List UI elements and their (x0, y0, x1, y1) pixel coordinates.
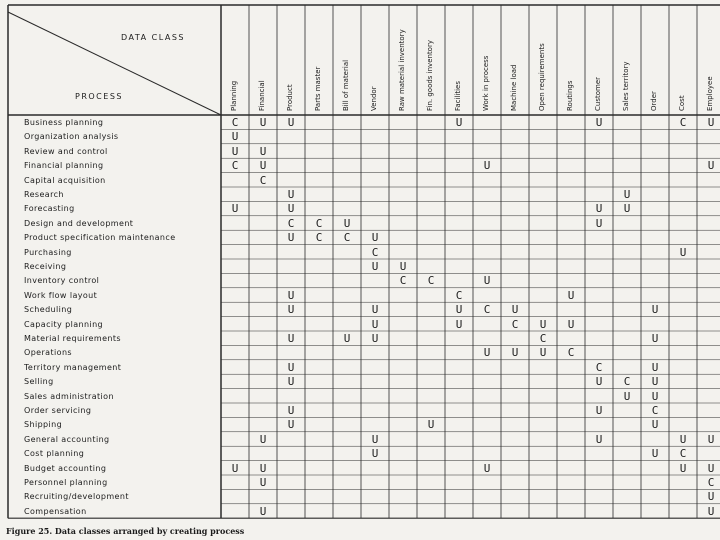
cell-mark: U (707, 490, 715, 504)
cell-mark: C (483, 303, 491, 317)
process-row-label: Personnel planning (24, 478, 108, 487)
cell-mark: U (399, 260, 407, 273)
cell-mark: C (231, 159, 239, 173)
process-row-label: Compensation (24, 506, 87, 516)
cell-mark: U (707, 504, 715, 518)
column-header: Cost (678, 95, 686, 111)
process-row-label: Product specification maintenance (24, 233, 176, 243)
process-row-label: Organization analysis (24, 132, 119, 142)
process-row-label: Shipping (24, 420, 63, 430)
cell-mark: C (679, 447, 687, 461)
column-header: Routings (566, 80, 574, 111)
cell-mark: C (287, 216, 295, 230)
cell-mark: C (427, 274, 435, 288)
process-row-label: Work flow layout (24, 290, 98, 300)
cell-mark: U (679, 432, 687, 446)
process-row-label: Capacity planning (24, 319, 104, 329)
column-header: Parts master (314, 66, 322, 111)
column-header: Customer (594, 76, 602, 111)
cell-mark: C (511, 317, 519, 331)
process-row-label: Recruiting/development (24, 492, 129, 502)
cell-mark: U (623, 202, 631, 216)
cell-mark: U (371, 447, 379, 461)
process-row-label: General accounting (24, 434, 110, 444)
cell-mark: U (287, 116, 295, 129)
column-header: Vendor (370, 86, 378, 111)
process-row-label: Financial planning (24, 161, 104, 171)
cell-mark: U (371, 317, 379, 331)
cell-mark: U (231, 461, 239, 475)
cell-mark: U (539, 346, 547, 360)
cell-mark: U (651, 360, 659, 374)
cell-mark: C (315, 216, 323, 230)
column-header: Work in process (482, 55, 490, 111)
cell-mark: U (651, 332, 659, 345)
cell-mark: U (483, 346, 491, 360)
cell-mark: C (679, 116, 687, 129)
cell-mark: U (567, 317, 575, 331)
process-row-label: Design and development (24, 218, 134, 228)
cell-mark: U (231, 202, 239, 216)
column-header: Open requirements (538, 43, 546, 111)
figure-caption: Figure 25. Data classes arranged by creating process (6, 526, 245, 536)
cell-mark: U (679, 245, 687, 259)
cell-mark: U (287, 288, 295, 302)
cell-mark: C (455, 288, 463, 302)
cell-mark: U (231, 144, 239, 158)
cell-mark: U (287, 188, 295, 201)
cell-mark: C (399, 274, 407, 288)
process-row-label: Purchasing (24, 247, 72, 257)
cell-mark: U (259, 504, 267, 518)
process-row-label: Review and control (24, 146, 108, 156)
column-header: Planning (230, 80, 238, 111)
column-header: Sales territory (622, 61, 630, 111)
cell-mark: U (595, 216, 603, 230)
cell-mark: U (259, 144, 267, 158)
process-header: PROCESS (75, 92, 123, 101)
cell-mark: U (343, 216, 351, 230)
process-row-label: Budget accounting (24, 463, 107, 473)
cell-mark: U (343, 332, 351, 345)
cell-mark: U (259, 461, 267, 475)
cell-mark: U (259, 116, 267, 129)
cell-mark: U (287, 202, 295, 216)
process-row-label: Operations (24, 348, 72, 358)
cell-mark: U (287, 418, 295, 432)
process-row-label: Inventory control (24, 276, 100, 286)
process-row-label: Sales administration (24, 391, 114, 401)
cell-mark: U (287, 231, 295, 245)
cell-mark: U (483, 159, 491, 173)
cell-mark: U (595, 375, 603, 389)
cell-mark: U (651, 389, 659, 403)
process-row-label: Selling (24, 377, 54, 387)
process-row-label: Cost planning (24, 449, 85, 459)
cell-mark: U (287, 303, 295, 317)
process-row-label: Business planning (24, 118, 104, 127)
cell-mark: U (371, 303, 379, 317)
cell-mark: C (315, 231, 323, 245)
cell-mark: U (595, 202, 603, 216)
process-row-label: Forecasting (24, 204, 75, 214)
cell-mark: U (287, 375, 295, 389)
cell-mark: U (595, 404, 603, 417)
cell-mark: U (511, 303, 519, 317)
process-row-label: Order servicing (24, 406, 92, 415)
process-row-label: Receiving (24, 262, 67, 271)
cell-mark: U (595, 116, 603, 129)
column-header: Product (286, 84, 294, 111)
cell-mark: U (651, 447, 659, 461)
cell-mark: U (623, 188, 631, 201)
cell-mark: U (371, 231, 379, 245)
cell-mark: U (287, 332, 295, 345)
cell-mark: U (539, 317, 547, 331)
cell-mark: U (427, 418, 435, 432)
cell-mark: U (623, 389, 631, 403)
column-header: Order (650, 91, 658, 111)
column-header: Bill of material (342, 59, 350, 111)
cell-mark: U (651, 375, 659, 389)
cell-mark: U (287, 404, 295, 417)
cell-mark: C (651, 404, 659, 417)
cell-mark: U (707, 432, 715, 446)
cell-mark: C (623, 375, 631, 389)
cell-mark: U (707, 461, 715, 475)
cell-mark: U (455, 317, 463, 331)
cell-mark: U (595, 432, 603, 446)
cell-mark: C (343, 231, 351, 245)
cell-mark: C (539, 332, 547, 345)
cell-mark: U (259, 476, 267, 489)
cell-mark: U (455, 303, 463, 317)
column-header: Facilities (454, 81, 462, 111)
cell-mark: U (371, 432, 379, 446)
cell-mark: C (371, 245, 379, 259)
column-header: Fin. goods inventory (426, 40, 434, 111)
process-row-label: Research (24, 190, 64, 199)
data-class-header: DATA CLASS (121, 33, 186, 42)
column-header: Financial (258, 80, 266, 111)
cell-mark: U (483, 274, 491, 288)
cell-mark: C (595, 360, 603, 374)
column-header: Employee (706, 76, 714, 111)
cell-mark: U (511, 346, 519, 360)
cell-mark: U (259, 432, 267, 446)
cell-mark: U (707, 159, 715, 173)
column-header: Raw material inventory (398, 29, 406, 111)
cell-mark: U (679, 461, 687, 475)
cell-mark: U (567, 288, 575, 302)
cell-mark: C (707, 476, 715, 489)
process-row-label: Territory management (24, 362, 122, 372)
cell-mark: U (455, 116, 463, 129)
cell-mark: U (259, 159, 267, 173)
cell-mark: U (707, 116, 715, 129)
process-row-label: Capital acquisition (24, 175, 106, 185)
process-row-label: Scheduling (24, 305, 73, 315)
cell-mark: U (231, 130, 239, 144)
column-header: Machine load (510, 64, 518, 111)
process-row-label: Material requirements (24, 334, 121, 343)
cell-mark: U (371, 260, 379, 273)
cell-mark: C (259, 173, 267, 187)
cell-mark: U (483, 461, 491, 475)
cell-mark: U (371, 332, 379, 345)
cell-mark: U (287, 360, 295, 374)
cell-mark: U (651, 303, 659, 317)
cell-mark: U (651, 418, 659, 432)
cell-mark: C (567, 346, 575, 360)
cell-mark: C (231, 116, 239, 129)
